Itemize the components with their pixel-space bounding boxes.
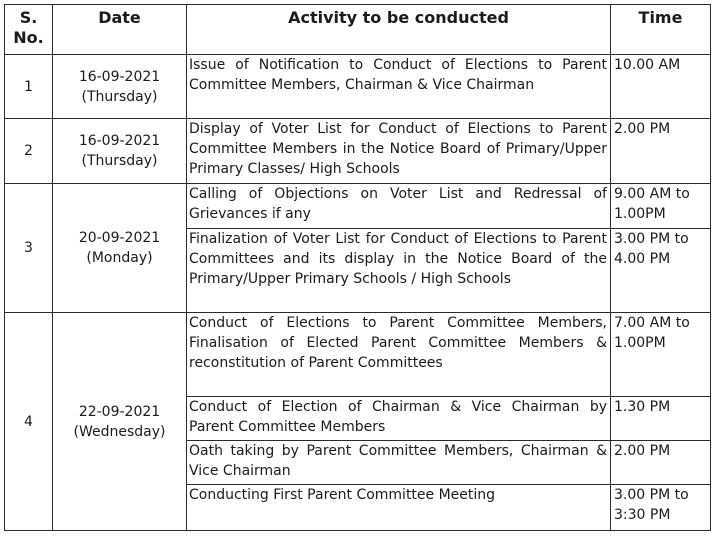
header-activity: Activity to be conducted	[187, 5, 611, 55]
date-cell	[53, 119, 187, 184]
election-schedule-table	[4, 4, 711, 531]
time-cell: 3.00 PM to 4.00 PM	[611, 229, 711, 313]
table-row	[5, 55, 711, 119]
day-value: (Monday)	[86, 250, 153, 266]
day-value: (Thursday)	[81, 88, 158, 105]
table-row	[5, 313, 711, 397]
time-cell: 2.00 PM	[611, 441, 711, 485]
activity-cell: Conduct of Elections to Parent Committee Members, Finalisation of Elected Parent Committee Members & reconstitution of Parent Committees	[187, 313, 611, 397]
serial-number: 1	[5, 55, 53, 119]
date-cell	[53, 184, 187, 313]
date-value: 16-09-2021	[78, 133, 161, 149]
time-cell: 10.00 AM	[611, 55, 711, 119]
activity-cell: Calling of Objections on Voter List and Redressal of Grievances if any	[187, 184, 611, 229]
table-row	[5, 184, 711, 229]
activity-cell: Issue of Notification to Conduct of Elections to Parent Committee Members, Chairman & Vice Chairman	[187, 55, 611, 119]
date-cell	[53, 313, 187, 531]
table-row	[5, 119, 711, 184]
header-row	[5, 5, 711, 55]
time-cell: 2.00 PM	[611, 119, 711, 184]
time-cell: 1.30 PM	[611, 397, 711, 441]
header-date: Date	[53, 5, 187, 55]
time-cell: 3.00 PM to 3:30 PM	[611, 485, 711, 531]
activity-cell: Display of Voter List for Conduct of Elections to Parent Committee Members in the Notice Board of Primary/Upper Primary Classes/ High Schools	[187, 119, 611, 184]
serial-number: 2	[5, 119, 53, 184]
date-value: 22-09-2021	[78, 403, 161, 420]
date-value: 16-09-2021	[78, 68, 161, 85]
day-value: (Wednesday)	[73, 423, 166, 440]
activity-cell: Finalization of Voter List for Conduct of Elections to Parent Committees and its display in the Notice Board of the Primary/Upper Primary Schools / High Schools	[187, 229, 611, 313]
date-value: 20-09-2021	[78, 230, 161, 246]
header-time: Time	[611, 5, 711, 55]
time-cell: 7.00 AM to 1.00PM	[611, 313, 711, 397]
time-cell: 9.00 AM to 1.00PM	[611, 184, 711, 229]
date-cell	[53, 55, 187, 119]
day-value: (Thursday)	[81, 153, 158, 169]
serial-number: 3	[5, 184, 53, 313]
activity-cell: Conducting First Parent Committee Meeting	[187, 485, 611, 531]
activity-cell: Oath taking by Parent Committee Members, Chairman & Vice Chairman	[187, 441, 611, 485]
serial-number: 4	[5, 313, 53, 531]
activity-cell: Conduct of Election of Chairman & Vice Chairman by Parent Committee Members	[187, 397, 611, 441]
header-sno: S. No.	[5, 5, 53, 55]
